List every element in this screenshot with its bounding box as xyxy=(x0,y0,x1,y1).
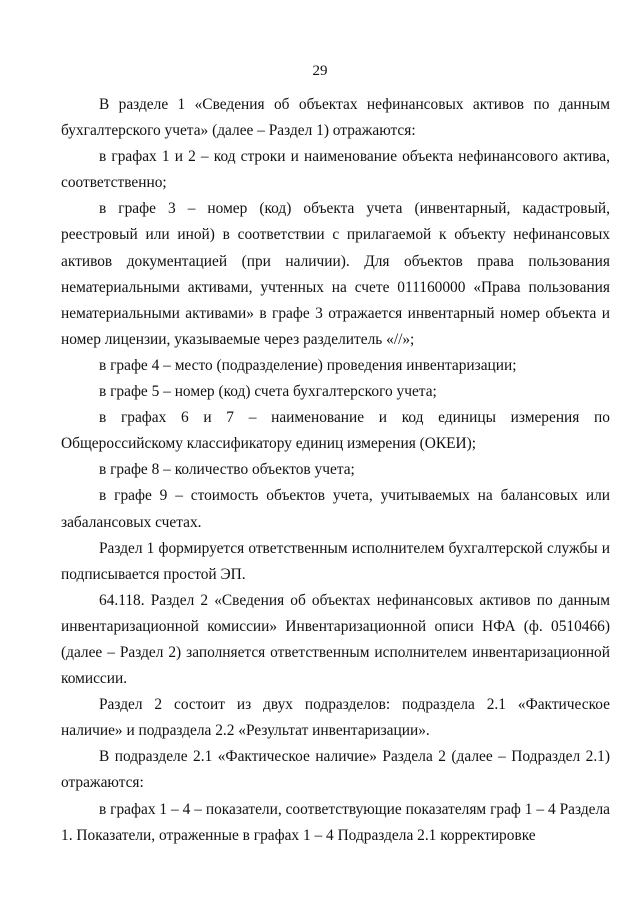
paragraph: Раздел 1 формируется ответственным исполнителем бухгалтерской службы и подписывается простой ЭП. xyxy=(61,539,610,583)
paragraph: в графе 9 – стоимость объектов учета, учитываемых на балансовых или забалансовых счетах. xyxy=(61,487,610,531)
paragraph: в графах 1 и 2 – код строки и наименование объекта нефинансового актива, соответственно; xyxy=(61,148,610,192)
document-body xyxy=(61,92,610,849)
paragraph: 64.118. Раздел 2 «Сведения об объектах нефинансовых активов по данным инвентаризационной комиссии» Инвентаризационной описи НФА (ф. 0510466) (далее – Раздел 2) заполняется ответственным исполнителем инвентаризационной комиссии. xyxy=(61,591,610,688)
paragraph: В разделе 1 «Сведения об объектах нефинансовых активов по данным бухгалтерского учета» (далее – Раздел 1) отражаются: xyxy=(61,96,610,140)
page-number: 29 xyxy=(312,63,328,79)
paragraph: в графах 1 – 4 – показатели, соответствующие показателям граф 1 – 4 Раздела 1. Показатели, отраженные в графах 1 – 4 Подраздела 2.1 корректировке xyxy=(61,800,610,844)
paragraph: в графах 6 и 7 – наименование и код единицы измерения по Общероссийскому классификатору единиц измерения (ОКЕИ); xyxy=(61,409,610,453)
paragraph: в графе 5 – номер (код) счета бухгалтерского учета; xyxy=(99,383,437,401)
paragraph: в графе 4 – место (подразделение) проведения инвентаризации; xyxy=(99,356,517,374)
paragraph: в графе 3 – номер (код) объекта учета (инвентарный, кадастровый, реестровый или иной) в соответствии с прилагаемой к объекту нефинансовых активов документацией (при наличии). Для объектов права пользования нематериальными активами, учтенных на счете 011160000 «Права пользования нематериальными активами» в графе 3 отражается инвентарный номер объекта и номер лицензии, указываемые через разделитель «//»; xyxy=(61,200,610,348)
paragraph: Раздел 2 состоит из двух подразделов: подраздела 2.1 «Фактическое наличие» и подраздела 2.2 «Результат инвентаризации». xyxy=(61,696,610,740)
paragraph: в графе 8 – количество объектов учета; xyxy=(99,461,355,479)
paragraph: В подразделе 2.1 «Фактическое наличие» Раздела 2 (далее – Подраздел 2.1) отражаются: xyxy=(61,748,610,792)
